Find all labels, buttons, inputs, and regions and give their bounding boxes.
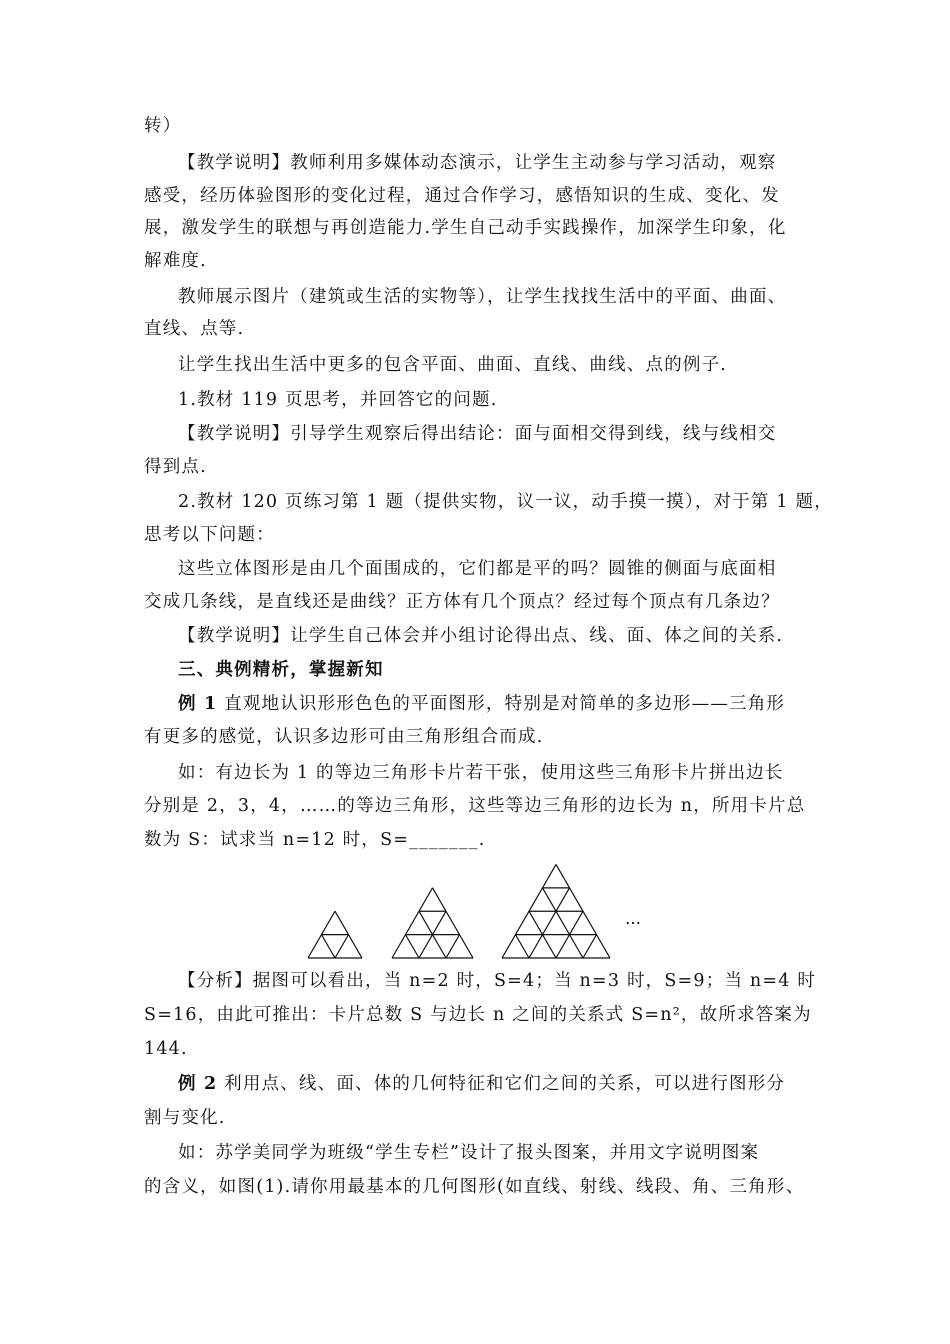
text-line: 如：有边长为 1 的等边三角形卡片若干张，使用这些三角形卡片拼出边长 — [178, 763, 784, 783]
text-line: 【教学说明】让学生自己体会并小组讨论得出点、线、面、体之间的关系. — [178, 626, 784, 646]
section-heading: 三、典例精析，掌握新知 — [178, 660, 384, 680]
triangle-size-2 — [308, 911, 362, 958]
text-line: 数为 S：试求当 n=12 时，S=_______. — [144, 830, 486, 850]
text-line: 转） — [144, 116, 182, 136]
text-line: 1.教材 119 页思考，并回答它的问题. — [178, 390, 498, 410]
text-line: 让学生找出生活中更多的包含平面、曲面、直线、曲线、点的例子. — [178, 355, 728, 375]
triangle-size-3 — [392, 888, 473, 958]
triangle-pattern-svg — [300, 858, 680, 964]
example-2-line — [178, 1072, 785, 1096]
triangle-grid-line — [406, 935, 420, 958]
example-1-label: 例 1 — [178, 694, 218, 714]
text-line: 【教学说明】教师利用多媒体动态演示，让学生主动参与学习活动，观察 — [178, 153, 777, 173]
triangle-grid-line — [335, 935, 349, 958]
text-line: 感受，经历体验图形的变化过程，通过合作学习，感悟知识的生成、变化、发 — [144, 186, 780, 206]
triangle-grid-line — [446, 935, 460, 958]
text-line: 2.教材 120 页练习第 1 题（提供实物，议一议，动手摸一摸），对于第 1 题， — [178, 492, 833, 512]
example-1-text: 直观地认识形形色色的平面图形，特别是对简单的多边形——三角形 — [217, 694, 786, 714]
ellipsis-text: … — [625, 909, 641, 928]
text-line: 交成几条线，是直线还是曲线？正方体有几个顶点？经过每个顶点有几条边？ — [144, 592, 780, 612]
text-line: 得到点. — [144, 457, 207, 477]
text-line: 展，激发学生的联想与再创造能力.学生自己动手实践操作，加深学生印象，化 — [144, 218, 787, 238]
example-2-label: 例 2 — [178, 1074, 218, 1094]
example-1-line — [178, 692, 785, 716]
text-line: 分别是 2，3，4，……的等边三角形，这些等边三角形的边长为 n，所用卡片总 — [144, 796, 806, 816]
text-line: S=16，由此可推出：卡片总数 S 与边长 n 之间的关系式 S=n²，故所求答案为 — [144, 1005, 812, 1025]
example-2-text: 利用点、线、面、体的几何特征和它们之间的关系，可以进行图形分 — [217, 1074, 786, 1094]
text-line: 【教学说明】引导学生观察后得出结论：面与面相交得到线，线与线相交 — [178, 424, 777, 444]
text-line: 如：苏学美同学为班级“学生专栏”设计了报头图案，并用文字说明图案 — [178, 1143, 760, 1163]
text-line: 割与变化. — [144, 1108, 226, 1128]
text-line: 思考以下问题： — [144, 525, 275, 545]
text-line: 的含义，如图(1).请你用最基本的几何图形(如直线、射线、线段、角、三角形、 — [144, 1177, 805, 1197]
triangle-grid-line — [322, 935, 336, 958]
text-line: 直线、点等. — [144, 319, 245, 339]
triangle-pattern-figure — [300, 858, 680, 964]
text-line: 这些立体图形是由几个面围成的，它们都是平的吗？圆锥的侧面与底面相 — [178, 559, 777, 579]
text-line: 解难度. — [144, 251, 207, 271]
triangle-size-4 — [502, 864, 610, 958]
text-line: 144. — [144, 1039, 188, 1059]
text-line: 有更多的感觉，认识多边形可由三角形组合而成. — [144, 727, 544, 747]
triangle-grid-line — [516, 935, 530, 958]
text-line: 【分析】据图可以看出，当 n=2 时，S=4；当 n=3 时，S=9；当 n=4 时 — [178, 971, 817, 991]
triangle-grid-line — [583, 935, 597, 958]
text-line: 教师展示图片（建筑或生活的实物等），让学生找找生活中的平面、曲面、 — [178, 287, 787, 307]
